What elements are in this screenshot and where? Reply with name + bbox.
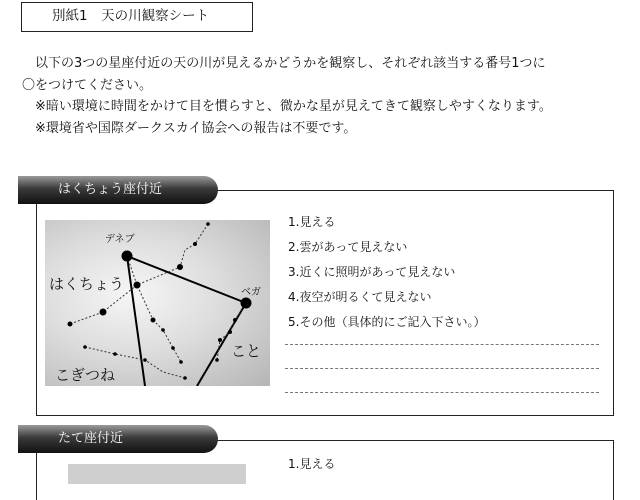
note-dark-adaptation: ※暗い環境に時間をかけて目を慣らすと、微かな星が見えてきて観察しやすくなります。 xyxy=(22,99,552,114)
option-cloudy[interactable]: 2.雲があって見えない xyxy=(288,240,408,254)
constellation-diagram xyxy=(45,220,270,386)
section-scutum-tab: たて座付近 xyxy=(18,425,218,453)
option-visible[interactable]: 1.見える xyxy=(288,457,336,471)
other-write-line[interactable] xyxy=(285,344,599,345)
option-other[interactable]: 5.その他（具体的にご記入下さい。） xyxy=(288,315,486,329)
instruction-line-2: 〇をつけてください。 xyxy=(22,77,153,93)
scutum-star-map xyxy=(68,464,246,484)
cygnus-star-map xyxy=(45,220,270,386)
option-visible[interactable]: 1.見える xyxy=(288,215,336,229)
option-nearby-light[interactable]: 3.近くに照明があって見えない xyxy=(288,265,456,279)
label-deneb: デネブ xyxy=(105,234,135,245)
option-bright-sky[interactable]: 4.夜空が明るくて見えない xyxy=(288,290,432,304)
label-vega: ベガ xyxy=(241,287,261,298)
other-write-line[interactable] xyxy=(285,392,599,393)
section-cygnus-tab: はくちょう座付近 xyxy=(18,176,218,204)
other-write-line[interactable] xyxy=(285,368,599,369)
label-vulpecula: こぎつね xyxy=(55,366,116,384)
instructions xyxy=(22,53,634,139)
cygnus-options xyxy=(288,213,485,338)
label-cygnus: はくちょう xyxy=(49,275,125,293)
instruction-line-1: 以下の3つの星座付近の天の川が見えるかどうかを観察し、それぞれ該当する番号1つに xyxy=(22,56,546,71)
scutum-options xyxy=(288,455,335,480)
note-no-report: ※環境省や国際ダークスカイ協会への報告は不要です。 xyxy=(22,120,357,136)
sheet-title: 別紙1 天の川観察シート xyxy=(21,2,253,32)
label-lyra: こと xyxy=(231,342,262,360)
